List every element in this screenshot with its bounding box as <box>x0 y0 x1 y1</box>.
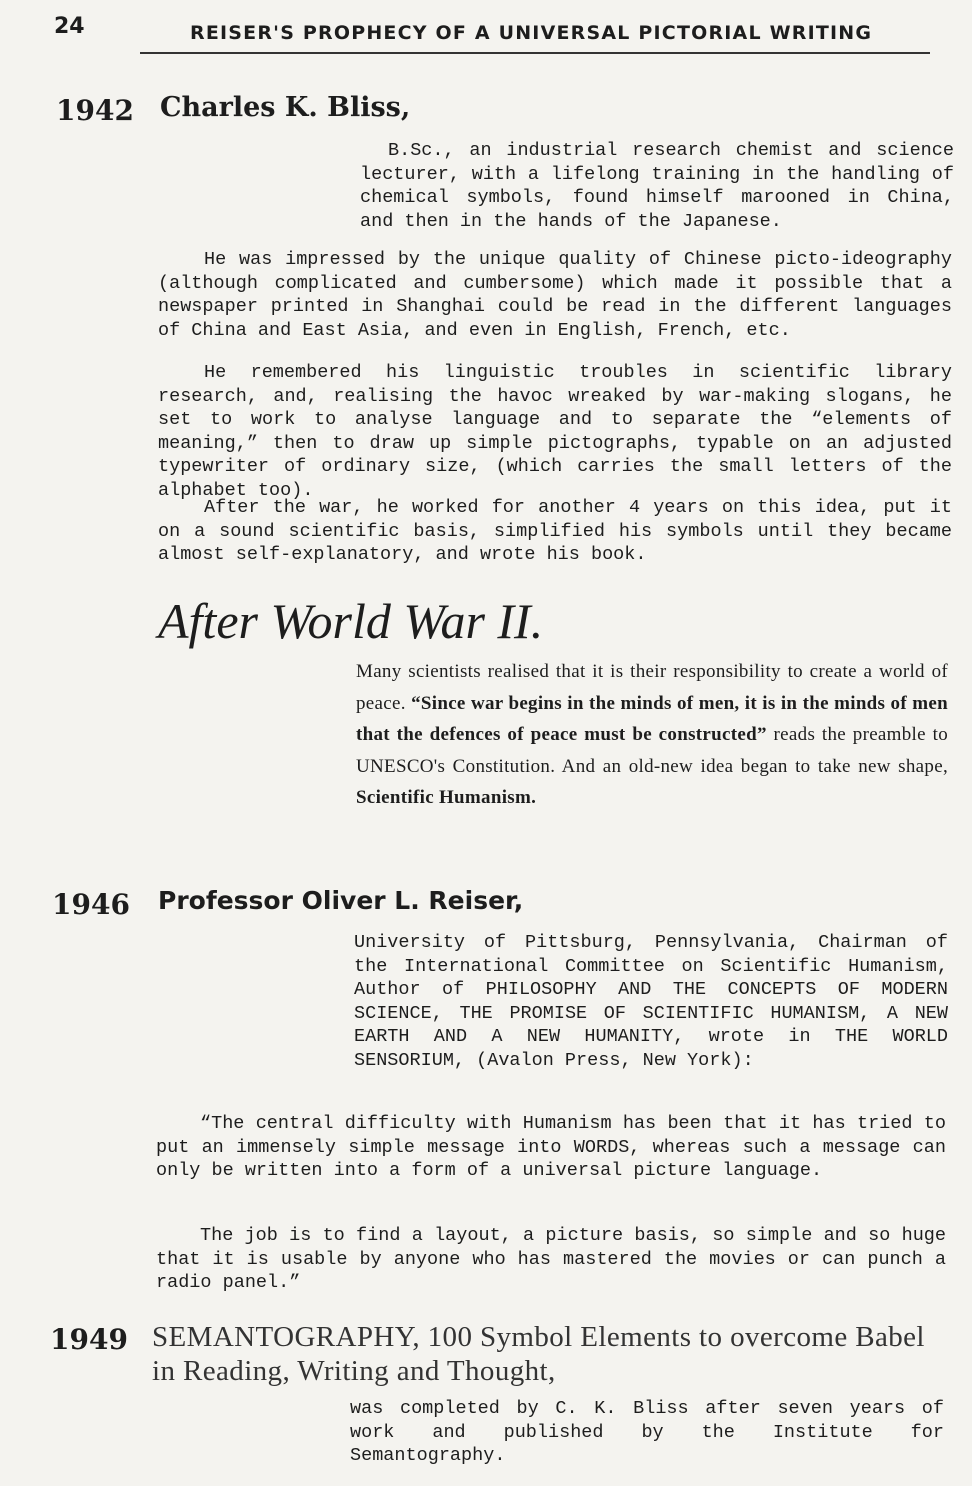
running-title: REISER'S PROPHECY OF A UNIVERSAL PICTORIAL WRITING <box>190 22 873 44</box>
after-war-paragraph <box>356 656 948 814</box>
after-war-text-b: reads the preamble to UNESCO's Constitution. And an old-new idea began to take new shape, <box>356 724 948 777</box>
name-charles-bliss: Charles K. Bliss, <box>160 92 411 123</box>
after-war-text-a: Many scientists realised that it is their responsibility to create a world of peace. <box>356 661 948 714</box>
section-heading-after-war: After World War II. <box>158 593 544 649</box>
header-rule <box>140 52 930 54</box>
reiser-intro: University of Pittsburg, Pennsylvania, Chairman of the International Committee on Scientific Humanism, Author of PHILOSOPHY AND THE CONCEPTS OF MODERN SCIENCE, THE PROMISE OF SCIENTIFIC HUMANISM, A NEW EARTH AND A NEW HUMANITY, wrote in THE WORLD SENSORIUM, (Avalon Press, New York): <box>354 932 948 1071</box>
year-1949: 1949 <box>50 1323 128 1356</box>
page-header <box>0 0 972 60</box>
year-1942: 1942 <box>56 94 134 127</box>
unesco-quote: “Since war begins in the minds of men, it is in the minds of men that the defences of peace must be constructed” <box>356 692 948 745</box>
bliss-paragraph-2: He remembered his linguistic troubles in scientific library research, and, realising the havoc wreaked by war-making slogans, he set to work to analyse language and to separate the “elements of meaning,” then to draw up simple pictographs, typable on an adjusted typewriter of ordinary size, (which carries the small letters of the alphabet too). <box>158 362 952 501</box>
semantography-text: was completed by C. K. Bliss after seven years of work and published by the Institute for Semantography. <box>350 1398 944 1466</box>
bliss-intro: B.Sc., an industrial research chemist and science lecturer, with a lifelong training in the handling of chemical symbols, found himself marooned in China, and then in the hands of the Japanese. <box>360 140 954 232</box>
year-1946: 1946 <box>52 888 130 921</box>
page-number: 24 <box>54 14 85 39</box>
bliss-paragraph-3: After the war, he worked for another 4 years on this idea, put it on a sound scientific basis, simplified his symbols until they became almost self-explanatory, and wrote his book. <box>158 497 952 565</box>
reiser-quote-1: “The central difficulty with Humanism has been that it has tried to put an immensely simple message into WORDS, whereas such a message can only be written into a form of a universal picture language. <box>156 1113 946 1181</box>
name-oliver-reiser: Professor Oliver L. Reiser, <box>158 886 524 915</box>
scientific-humanism: Scientific Humanism. <box>356 787 537 808</box>
bliss-paragraph-1: He was impressed by the unique quality of Chinese picto-ideography (although complicated and cumbersome) which made it possible that a newspaper printed in Shanghai could be read in the different languages of China and East Asia, and even in English, French, etc. <box>158 249 952 341</box>
reiser-quote-2: The job is to find a layout, a picture basis, so simple and so huge that it is usable by anyone who has mastered the movies or can punch a radio panel.” <box>156 1225 946 1293</box>
semantography-title: SEMANTOGRAPHY, 100 Symbol Elements to overcome Babel in Reading, Writing and Thought, <box>152 1321 925 1387</box>
